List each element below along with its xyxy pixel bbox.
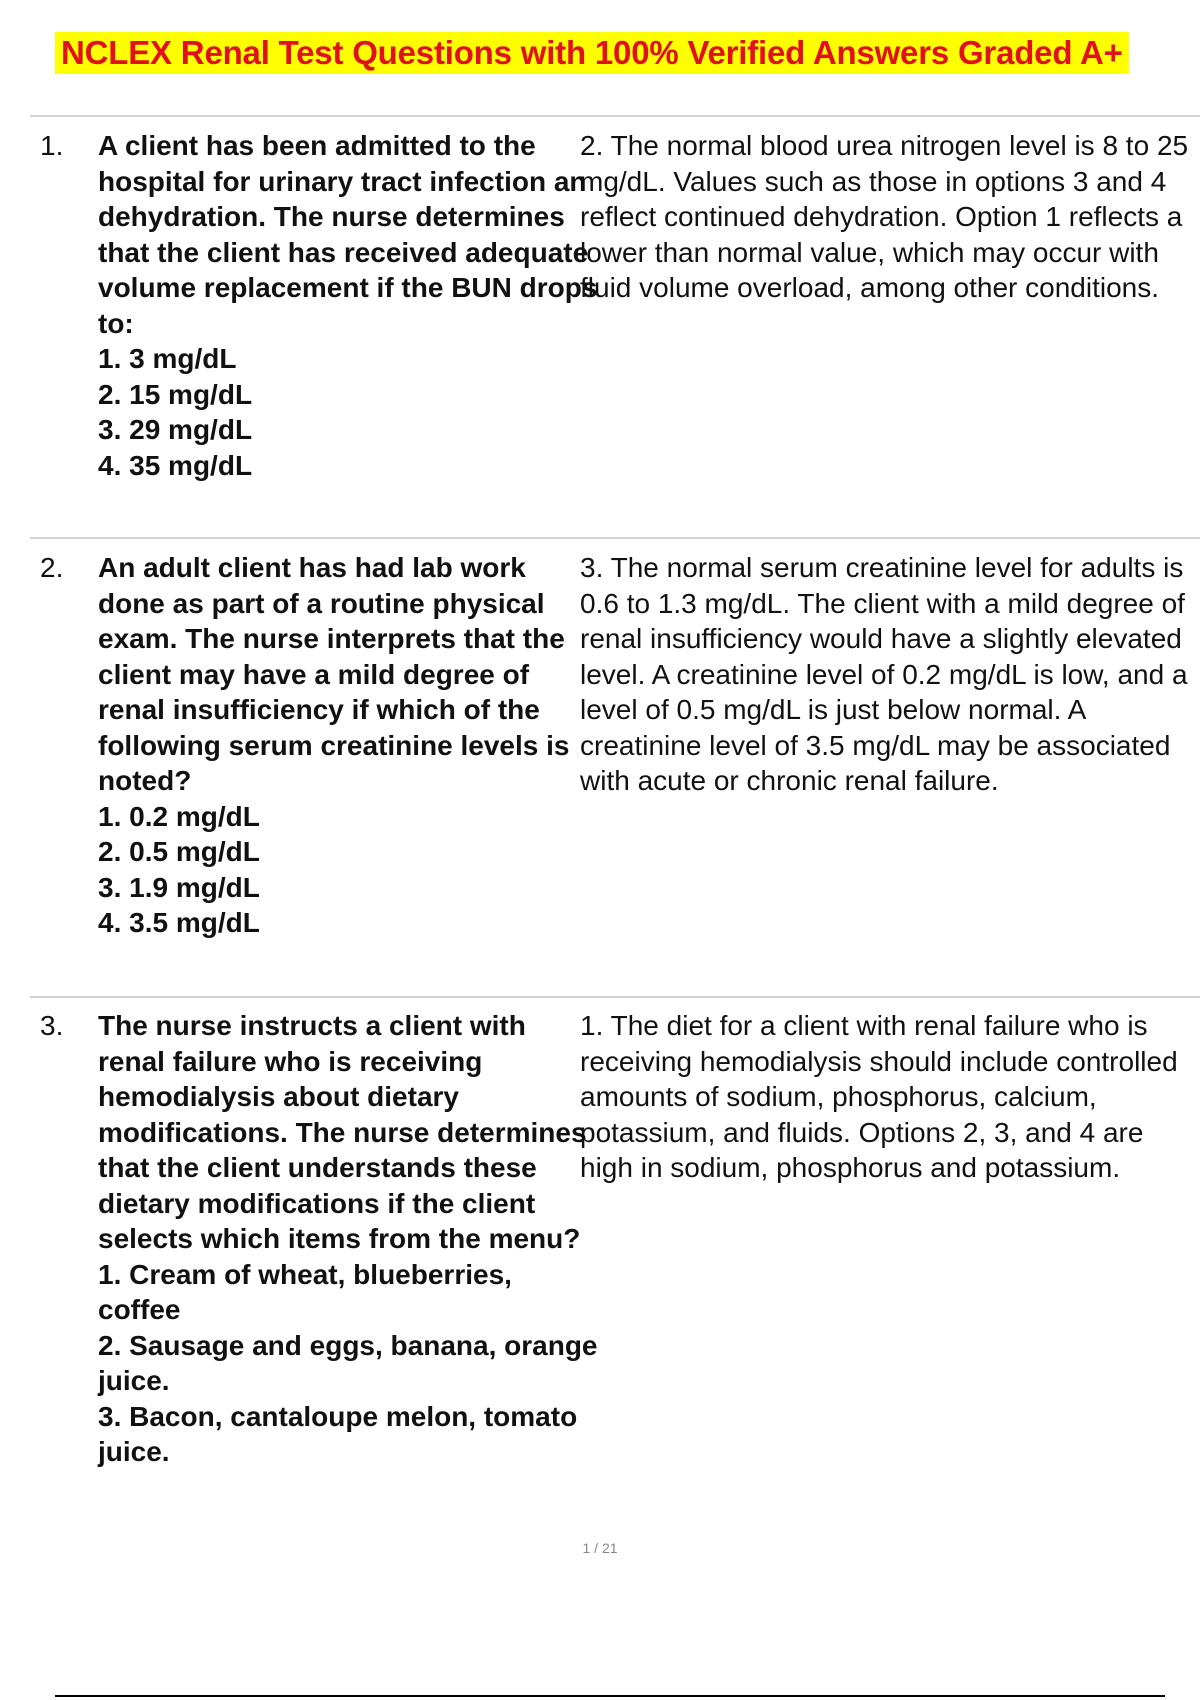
answer-option: 2. Sausage and eggs, banana, orange juice. <box>98 1329 598 1396</box>
answer-option: 2. 15 mg/dL <box>98 378 253 410</box>
question-number: 2. <box>40 552 64 583</box>
answer-option: 1. 0.2 mg/dL <box>98 800 260 832</box>
divider <box>30 537 1200 539</box>
question-text <box>98 550 598 941</box>
answer-option: 2. 0.5 mg/dL <box>98 836 260 867</box>
question-stem: The nurse instructs a client with renal failure who is receiving hemodialysis about dietary modifications. The nurse determines that the client understands these dietary modifications if the client selects which items from the menu? <box>98 1010 587 1254</box>
document-header <box>55 32 1129 74</box>
answer-option: 4. 35 mg/dL <box>98 449 253 481</box>
answer-option: 4. 3.5 mg/dL <box>98 907 260 938</box>
question-stem: An adult client has had lab work done as part of a routine physical exam. The nurse interprets that the client may have a mild degree of renal insufficiency if which of the following serum creatinine levels is noted? <box>98 552 570 796</box>
answer-option: 3. 29 mg/dL <box>98 414 253 445</box>
answer-option: 3. 1.9 mg/dL <box>98 871 260 903</box>
answer-rationale: 2. The normal blood urea nitrogen level is 8 to 25 mg/dL. Values such as those in options 3 and 4 reflect continued dehydration. Option 1 reflects a lower than normal value, which may occur with fluid volume overload, among other conditions. <box>580 130 1189 303</box>
divider <box>30 996 1200 998</box>
footer-divider <box>55 1695 1165 1697</box>
answer-rationale: 3. The normal serum creatinine level for adults is 0.6 to 1.3 mg/dL. The client with a mild degree of renal insufficiency would have a slightly elevated level. A creatinine level of 0.2 mg/dL is low, and a level of 0.5 mg/dL is just below normal. A creatinine level of 3.5 mg/dL may be associated with acute or chronic renal failure. <box>580 552 1188 796</box>
document-title: NCLEX Renal Test Questions with 100% Verified Answers Graded A+ <box>55 32 1129 74</box>
question-number: 3. <box>40 1010 64 1041</box>
answer-option: 1. Cream of wheat, blueberries, coffee <box>98 1258 512 1325</box>
question-text <box>98 128 598 483</box>
page-indicator: 1 / 21 <box>582 1540 618 1556</box>
answer-rationale: 1. The diet for a client with renal failure who is receiving hemodialysis should include controlled amounts of sodium, phosphorus, calcium, potassium, and fluids. Options 2, 3, and 4 are high in sodium, phosphorus and potassium. <box>580 1010 1178 1183</box>
question-text <box>98 1008 598 1470</box>
answer-option: 3. Bacon, cantaloupe melon, tomato juice. <box>98 1400 578 1467</box>
answer-option: 1. 3 mg/dL <box>98 343 237 374</box>
question-stem: A client has been admitted to the hospital for urinary tract infection an dehydration. The nurse determines that the client has received adequate volume replacement if the BUN drops to: <box>98 130 598 339</box>
divider <box>30 115 1200 117</box>
question-number: 1. <box>40 130 64 161</box>
